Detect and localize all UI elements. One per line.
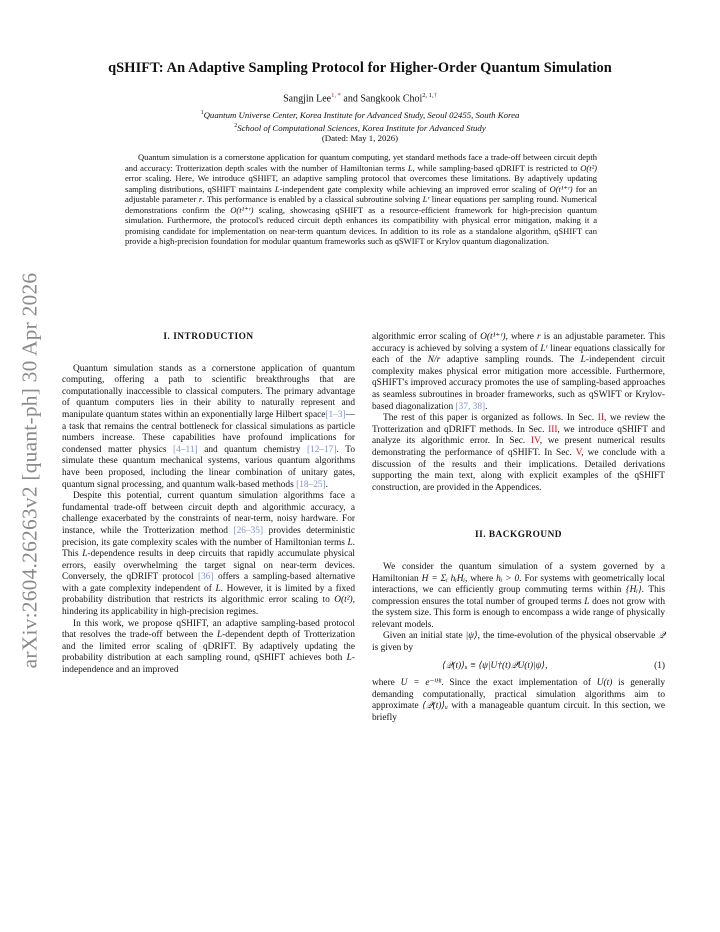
section-link[interactable]: III xyxy=(548,424,558,435)
affiliation-1: $^1$Quantum Universe Center, Korea Institute for Advanced Study, Seoul 02455, South Korea xyxy=(200,109,520,120)
author-affiliation-mark: 2, 1, xyxy=(422,92,434,99)
arxiv-identifier[interactable]: arXiv:2604.26263v2 [quant-ph] 30 Apr 2026 xyxy=(17,272,42,668)
section-heading-introduction: I. INTRODUCTION xyxy=(163,332,254,342)
author-footnote-mark[interactable]: 1, * xyxy=(331,92,341,99)
section-link[interactable]: IV xyxy=(531,436,540,447)
intro-paragraph-4: The rest of this paper is organized as follows. In Sec. II, we review the Trotterization and qDRIFT methods. In Sec. III, we introduce qSHIFT and analyze its algorithmic error. In Sec. IV, we present numerical results demonstrating the performance of qSHIFT. In Sec. V, we conclude with a discussion of the results and their implications. Detailed derivations supporting the main text, along with explicit examples of the qSHIFT construction, are provided in the Appendices. xyxy=(372,413,666,493)
section-heading-background: II. BACKGROUND xyxy=(474,530,563,541)
intro-paragraph-1: Quantum simulation stands as a cornerstone application of quantum computing, offering a path to scientific breakthroughs that are computationally inaccessible to classical computers. The primary advantage of quantum computers lies in their ability to naturally represent and manipulate quantum states within an exponentially large Hilbert space[1–3]—a task that remains the central bottleneck for classical simulations as particle numbers increase. These capabilities have profound implications for condensed matter physics [4–11] and quantum chemistry [12–17]. To simulate these quantum mechanical systems, various quantum algorithms have been proposed, including the linear combination of unitary gates, quantum signal processing, and quantum walk-based methods [18–25]. xyxy=(62,363,355,490)
paper-title: qSHIFT: An Adaptive Sampling Protocol for Higher-Order Quantum Simulation xyxy=(108,60,612,76)
abstract: Quantum simulation is a cornerstone application for quantum computing, yet standard methods face a trade-off between circuit depth and accuracy: Trotterization depth scales with the number of Hamiltonian terms L, while sampling-based qDRIFT is restricted to O(t²) error scaling. Here, We introduce qSHIFT, an adaptive sampling protocol that overcomes these limitations. By adaptively updating sampling distributions, qSHIFT maintains L-independent gate complexity while achieving an improved error scaling of O(t¹⁺ʳ) for an adjustable parameter r. This performance is enabled by a classical subroutine solving Lʳ linear equations per sampling round. Numerical demonstrations confirm the O(t¹⁺ʳ) scaling, showcasing qSHIFT as a resource-efficient framework for high-precision quantum simulation. Furthermore, the protocol's reduced circuit depth enhances its compatibility with physical error mitigation, making it a promising candidate for implementation on near-term quantum devices. In addition to its role as a standalone algorithm, qSHIFT can provide a high-precision foundation for modular quantum frameworks such as qSWIFT or Krylov quantum diagonalization. xyxy=(125,152,597,247)
background-paragraph-2: Given an initial state |ψ⟩, the time-evolution of the physical observable 𝒬 is given by xyxy=(372,631,665,654)
citation-link[interactable]: [18–25] xyxy=(296,479,326,490)
equation-number: (1) xyxy=(654,660,665,671)
background-paragraph-3: where U = e⁻ⁱᴴᵗ. Since the exact implementation of U(t) is generally demanding computationally, practical simulation algorithms aim to approximate ⟨𝒬(t)⟩ᵤ with a manageable quantum circuit. In this section, we briefly xyxy=(372,678,665,724)
dated-line: (Dated: May 1, 2026) xyxy=(321,133,399,143)
equation-body: ⟨𝒬(t)⟩ᵤ ≡ ⟨ψ|U†(t)𝒬U(t)|ψ⟩, xyxy=(442,660,548,671)
left-column xyxy=(62,332,355,677)
author-footnote-mark[interactable]: † xyxy=(433,92,437,99)
author-conjunction: and xyxy=(343,93,358,105)
equation-1 xyxy=(372,661,665,673)
author-name: Sangjin Lee xyxy=(283,93,332,105)
citation-link[interactable]: [37, 38] xyxy=(455,401,486,412)
affiliation-2: $^2$School of Computational Sciences, Korea Institute for Advanced Study xyxy=(234,123,486,134)
affiliations xyxy=(60,108,660,135)
author-line xyxy=(60,92,660,104)
citation-link[interactable]: [36] xyxy=(197,572,214,583)
intro-paragraph-3: In this work, we propose qSHIFT, an adaptive sampling-based protocol that resolves the trade-off between the L-dependent depth of Trotterization and the limited error scaling of qDRIFT. By adaptively updating the probability distribution at each sampling round, qSHIFT achieves both L-independence and an improved xyxy=(62,618,355,676)
arxiv-side-stamp xyxy=(10,250,50,690)
citation-link[interactable]: [26–35] xyxy=(233,525,264,536)
section-link[interactable]: V xyxy=(575,447,582,458)
citation-link[interactable]: [1–3] xyxy=(325,409,346,420)
section-link[interactable]: II xyxy=(597,413,604,424)
author-name: Sangkook Choi xyxy=(360,93,423,105)
citation-link[interactable]: [4–11] xyxy=(173,444,198,455)
intro-paragraph-2: Despite this potential, current quantum simulation algorithms face a fundamental trade-off between circuit depth and algorithmic accuracy, a challenge exacerbated by the constraints of near-term, noisy hardware. For instance, while the Trotterization method [26–35] provides deterministic precision, its gate complexity scales with the number of Hamiltonian terms L. This L-dependence results in deep circuits that rapidly accumulate physical errors, easily overwhelming the target signal on near-term devices. Conversely, the qDRIFT protocol [36] offers a sampling-based alternative with a gate complexity independent of L. However, it is limited by a fixed probability distribution that restricts its algorithmic error scaling to O(t²), hindering its applicability in high-precision regimes. xyxy=(62,491,356,618)
background-paragraph-1: We consider the quantum simulation of a system governed by a Hamiltonian H = Σᵢ hᵢHᵢ, where hᵢ > 0. For systems with geometrically local interactions, we can efficiently group commuting terms within {Hᵢ}. This compression ensures the total number of grouped terms L does not grow with the system size. This form is enough to encompass a wide range of physically relevant models. xyxy=(372,561,665,630)
intro-paragraph-3-continued: algorithmic error scaling of O(t¹⁺ʳ), where r is an adjustable parameter. This accuracy is achieved by solving a system of Lʳ linear equations classically for each of the N/r adaptive sampling rounds. The L-independent circuit complexity makes physical error mitigation more accessible. Furthermore, qSHIFT's improved accuracy promotes the use of sampling-based approaches as seamless subroutines in broader frameworks, such as qSWIFT or Krylov-based diagonalization [37, 38]. xyxy=(372,332,665,412)
right-column xyxy=(372,332,665,725)
citation-link[interactable]: [12–17] xyxy=(306,444,337,455)
